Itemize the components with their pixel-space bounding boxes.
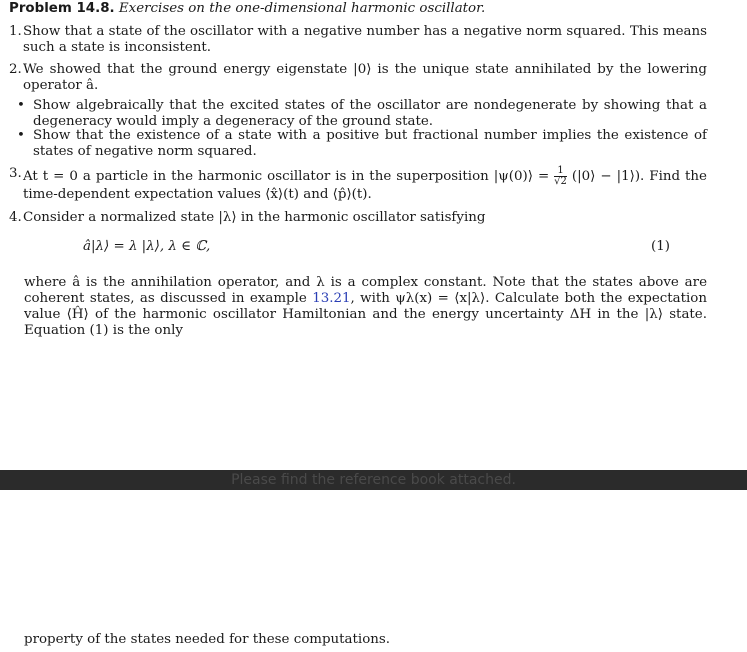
bullet-marker: •: [17, 98, 25, 113]
item-4-paragraph: [24, 275, 707, 339]
example-link[interactable]: 13.21: [312, 291, 351, 306]
fraction: [554, 166, 567, 187]
item-text-before: At t = 0 a particle in the harmonic oscillator is in the superposition |ψ(0)⟩ =: [23, 169, 555, 184]
item-text-after: (|0⟩ − |1⟩). Find the time-dependent expectation values ⟨x̂⟩(t) and ⟨p̂⟩(t).: [23, 169, 707, 202]
item-text: We showed that the ground energy eigenstate |0⟩ is the unique state annihilated by the lowering operator â.: [23, 62, 707, 93]
fraction-denominator: √2: [554, 176, 567, 187]
bullet-text: Show that the existence of a state with a positive but fractional number implies the existence of states of negative norm squared.: [33, 128, 707, 159]
item-number: 1.: [9, 24, 22, 39]
item-number: 4.: [9, 210, 22, 225]
item-number: 3.: [9, 166, 22, 181]
problem-subtitle: Exercises on the one-dimensional harmonic oscillator.: [118, 1, 486, 16]
item-1: [9, 24, 707, 56]
fraction-numerator: 1: [554, 166, 567, 177]
bullet-1: [17, 98, 707, 130]
equation-1: â|λ⟩ = λ |λ⟩, λ ∈ ℂ,: [83, 239, 211, 254]
problem-title: [9, 1, 485, 17]
bullet-marker: •: [17, 128, 25, 143]
item-3: [9, 166, 707, 203]
item-number: 2.: [9, 62, 22, 77]
equation-number: (1): [651, 239, 670, 254]
bullet-text: Show algebraically that the excited states of the oscillator are nondegenerate by showing that a degeneracy would imply a degeneracy of the ground state.: [33, 98, 707, 129]
bullet-2: [17, 128, 707, 160]
continued-text: property of the states needed for these computations.: [24, 632, 391, 647]
attachment-banner: Please find the reference book attached.: [0, 470, 747, 490]
item-4: [9, 210, 707, 226]
paragraph-text-after: , with ψλ(x) = ⟨x|λ⟩. Calculate both the expectation value ⟨Ĥ⟩ of the harmonic oscillator Hamiltonian and the energy uncertainty ΔH in the |λ⟩ state. Equation (1) is the only: [24, 291, 707, 338]
item-2: [9, 62, 707, 94]
item-text: Consider a normalized state |λ⟩ in the harmonic oscillator satisfying: [23, 210, 486, 225]
item-text: [23, 166, 707, 203]
problem-label: Problem 14.8.: [9, 1, 115, 16]
item-text: Show that a state of the oscillator with a negative number has a negative norm squared. This means such a state is inconsistent.: [23, 24, 707, 55]
paragraph-text-before: where â is the annihilation operator, and λ is a complex constant. Note that the states above are coherent states, as discussed in example: [24, 275, 707, 306]
